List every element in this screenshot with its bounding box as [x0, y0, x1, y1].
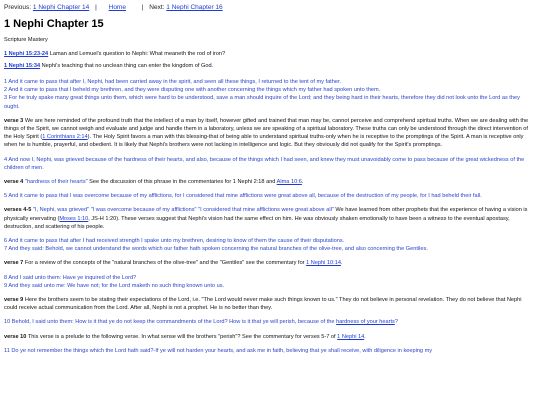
mastery-text: Laman and Lemuel's question to Nephi: What meaneth the rod of iron?: [49, 51, 226, 57]
commentary-text: See the discussion of this phrase in the commentaries for 1 Nephi 2:18 and: [87, 179, 277, 186]
commentary-text: .: [364, 333, 366, 340]
scripture-ref-link[interactable]: 1 Nephi 10:14: [306, 260, 341, 267]
commentary-text: , JS-H 1:20). These verses suggest that Nephi's vision had the same effect on him. He was obviously shaken emotionally to have been a witness to the eventual apostasy, destruction, and scattering of his people.: [4, 215, 510, 230]
verse-7: 7 And they said: Behold, we cannot understand the words which our father hath spoken concerning the natural branches of the olive-tree, and also concerning the Gentiles.: [4, 246, 428, 253]
section-heading: Scripture Mastery: [4, 37, 48, 43]
commentary-label: verse 7: [4, 260, 24, 267]
nav-separator: |: [141, 4, 144, 11]
scripture-verses: [4, 274, 536, 290]
commentary-text: Here the brothers seem to be stating their expectations of the Lord, i.e. "The Lord would never make such things known to us." They do not believe in personal revelation. They do not believe that Nephi could receive actual communication from the Lord. After all, Nephi is not a prophet. He is no better than they.: [4, 297, 522, 312]
commentary-verse-3: [4, 117, 536, 150]
chapter-nav: [4, 3, 536, 14]
commentary-text: We are here reminded of the profound truth that the intellect of a man by itself, however gifted and trained that man may be, cannot perceive and comprehend spiritual truths. When we are dealing with the things of the Spirit, we cannot weigh and evaluate and judge and handle them in a laboratory, unless we are speaking of a spiritual laboratory. These truths can only be understood through the direct intervention of the Holy Spirit (: [4, 117, 529, 141]
mastery-item: [4, 50, 536, 58]
commentary-text: We have learned from other prophets that the experience of having a vision is physically enervating (: [4, 207, 528, 222]
mastery-item: [4, 62, 536, 70]
verse-11: 11 Do ye not remember the things which the Lord hath said?-If ye will not harden your hearts, and ask me in faith, believing that ye shall receive, with diligence in keeping my: [4, 347, 433, 354]
commentary-text: For a review of the concepts of the "natural branches of the olive-tree" and the "Gentiles" see the commentary for: [23, 260, 307, 267]
previous-chapter-link[interactable]: 1 Nephi Chapter 14: [32, 4, 90, 11]
commentary-verse-7: [4, 259, 536, 267]
commentary-text: .: [301, 179, 304, 186]
verse-5: 5 And it came to pass that I was overcome because of my afflictions, for I considered that mine afflictions were great above all, because of the destruction of my people, for I had beheld their fall.: [4, 193, 482, 200]
next-label: Next:: [149, 4, 165, 11]
scripture-verses: [4, 78, 536, 111]
scripture-ref-link[interactable]: 1 Corinthians 2:14: [42, 134, 88, 141]
verse-2: 2 And it came to pass that I beheld my brethren, and they were disputing one with another concerning the things which my father had spoken unto them.: [4, 87, 381, 94]
mastery-ref-link[interactable]: 1 Nephi 15:34: [4, 63, 41, 69]
commentary-quote: "hardness of their hearts": [24, 179, 88, 186]
commentary-label: verses 4-5: [4, 207, 32, 214]
scripture-verses: [4, 237, 536, 253]
commentary-verse-9: [4, 296, 536, 312]
commentary-text: This verse is a prelude to the following verse. In what sense will the brothers "perish"? See the commentary for verses 5-7 of: [26, 333, 338, 340]
verse-text: ?: [394, 319, 398, 326]
verse-9: 9 And they said unto me: We have not; for the Lord maketh no such thing known unto us.: [4, 282, 225, 289]
verse-10-link[interactable]: hardness of your hearts: [336, 319, 395, 326]
commentary-quote: "I, Nephi, was grieved" "I was overcome because of my afflictions" "I considered that mine afflictions were great above all": [32, 207, 334, 214]
mastery-text: Nephi's teaching that no unclean thing can enter the kingdom of God.: [41, 63, 214, 69]
previous-label: Previous:: [4, 4, 32, 11]
verse-text: 10 Behold, I said unto them: How is it that ye do not keep the commandments of the Lord? How is it that ye will perish, because of the: [4, 319, 337, 326]
commentary-label: verse 4: [4, 179, 24, 186]
verse-4: 4 And now I, Nephi, was grieved because of the hardness of their hearts, and also, because of the things which I had seen, and knew they must unavoidably come to pass because of the great wickedness of the children of men.: [4, 156, 525, 171]
commentary-verse-10: [4, 333, 536, 341]
nav-separator: |: [95, 4, 97, 11]
scripture-ref-link[interactable]: Alma 10:6: [276, 179, 302, 186]
verse-3: 3 For he truly spake many great things unto them, which were hard to be understood, save a man should inquire of the Lord; and they being hard in their hearts, therefore they did not look unto the Lord as they ought.: [4, 95, 520, 110]
verse-6: 6 And it came to pass that after I had received strength I spake unto my brethren, desiring to know of them the cause of their disputations.: [4, 238, 345, 245]
mastery-ref-link[interactable]: 1 Nephi 15:23-24: [4, 51, 49, 57]
commentary-text: ). The Holy Spirit favors a man with this blessing-that of being able to understand spiritual truths-only when he is receptive to the promptings of the Spirit. A man is receptive only when he is humble, prayerful, and obedient. It is likely that Nephi's brothers were not lacking in intelligence and logic. But they obviously did not qualify for the Spirit's promptings.: [4, 134, 524, 149]
commentary-verse-4: [4, 178, 536, 186]
home-link[interactable]: Home: [108, 4, 126, 11]
verse-1: 1 And it came to pass that after I, Nephi, had been carried away in the spirit, and seen all these things, I returned to the tent of my father.: [4, 79, 342, 85]
commentary-label: verse 10: [4, 333, 27, 340]
verse-8: 8 And I said unto them: Have ye inquired of the Lord?: [4, 274, 137, 281]
commentary-label: verse 3: [4, 117, 24, 124]
commentary-label: verse 9: [4, 297, 24, 304]
scripture-ref-link[interactable]: 1 Nephi 14: [337, 333, 365, 340]
commentary-verses-4-5: [4, 206, 536, 231]
next-chapter-link[interactable]: 1 Nephi Chapter 16: [166, 4, 223, 11]
commentary-text: .: [340, 260, 343, 267]
verse-10: [4, 318, 536, 326]
page-title: 1 Nephi Chapter 15: [4, 18, 104, 30]
scripture-ref-link[interactable]: Moses 1:10: [59, 215, 89, 222]
